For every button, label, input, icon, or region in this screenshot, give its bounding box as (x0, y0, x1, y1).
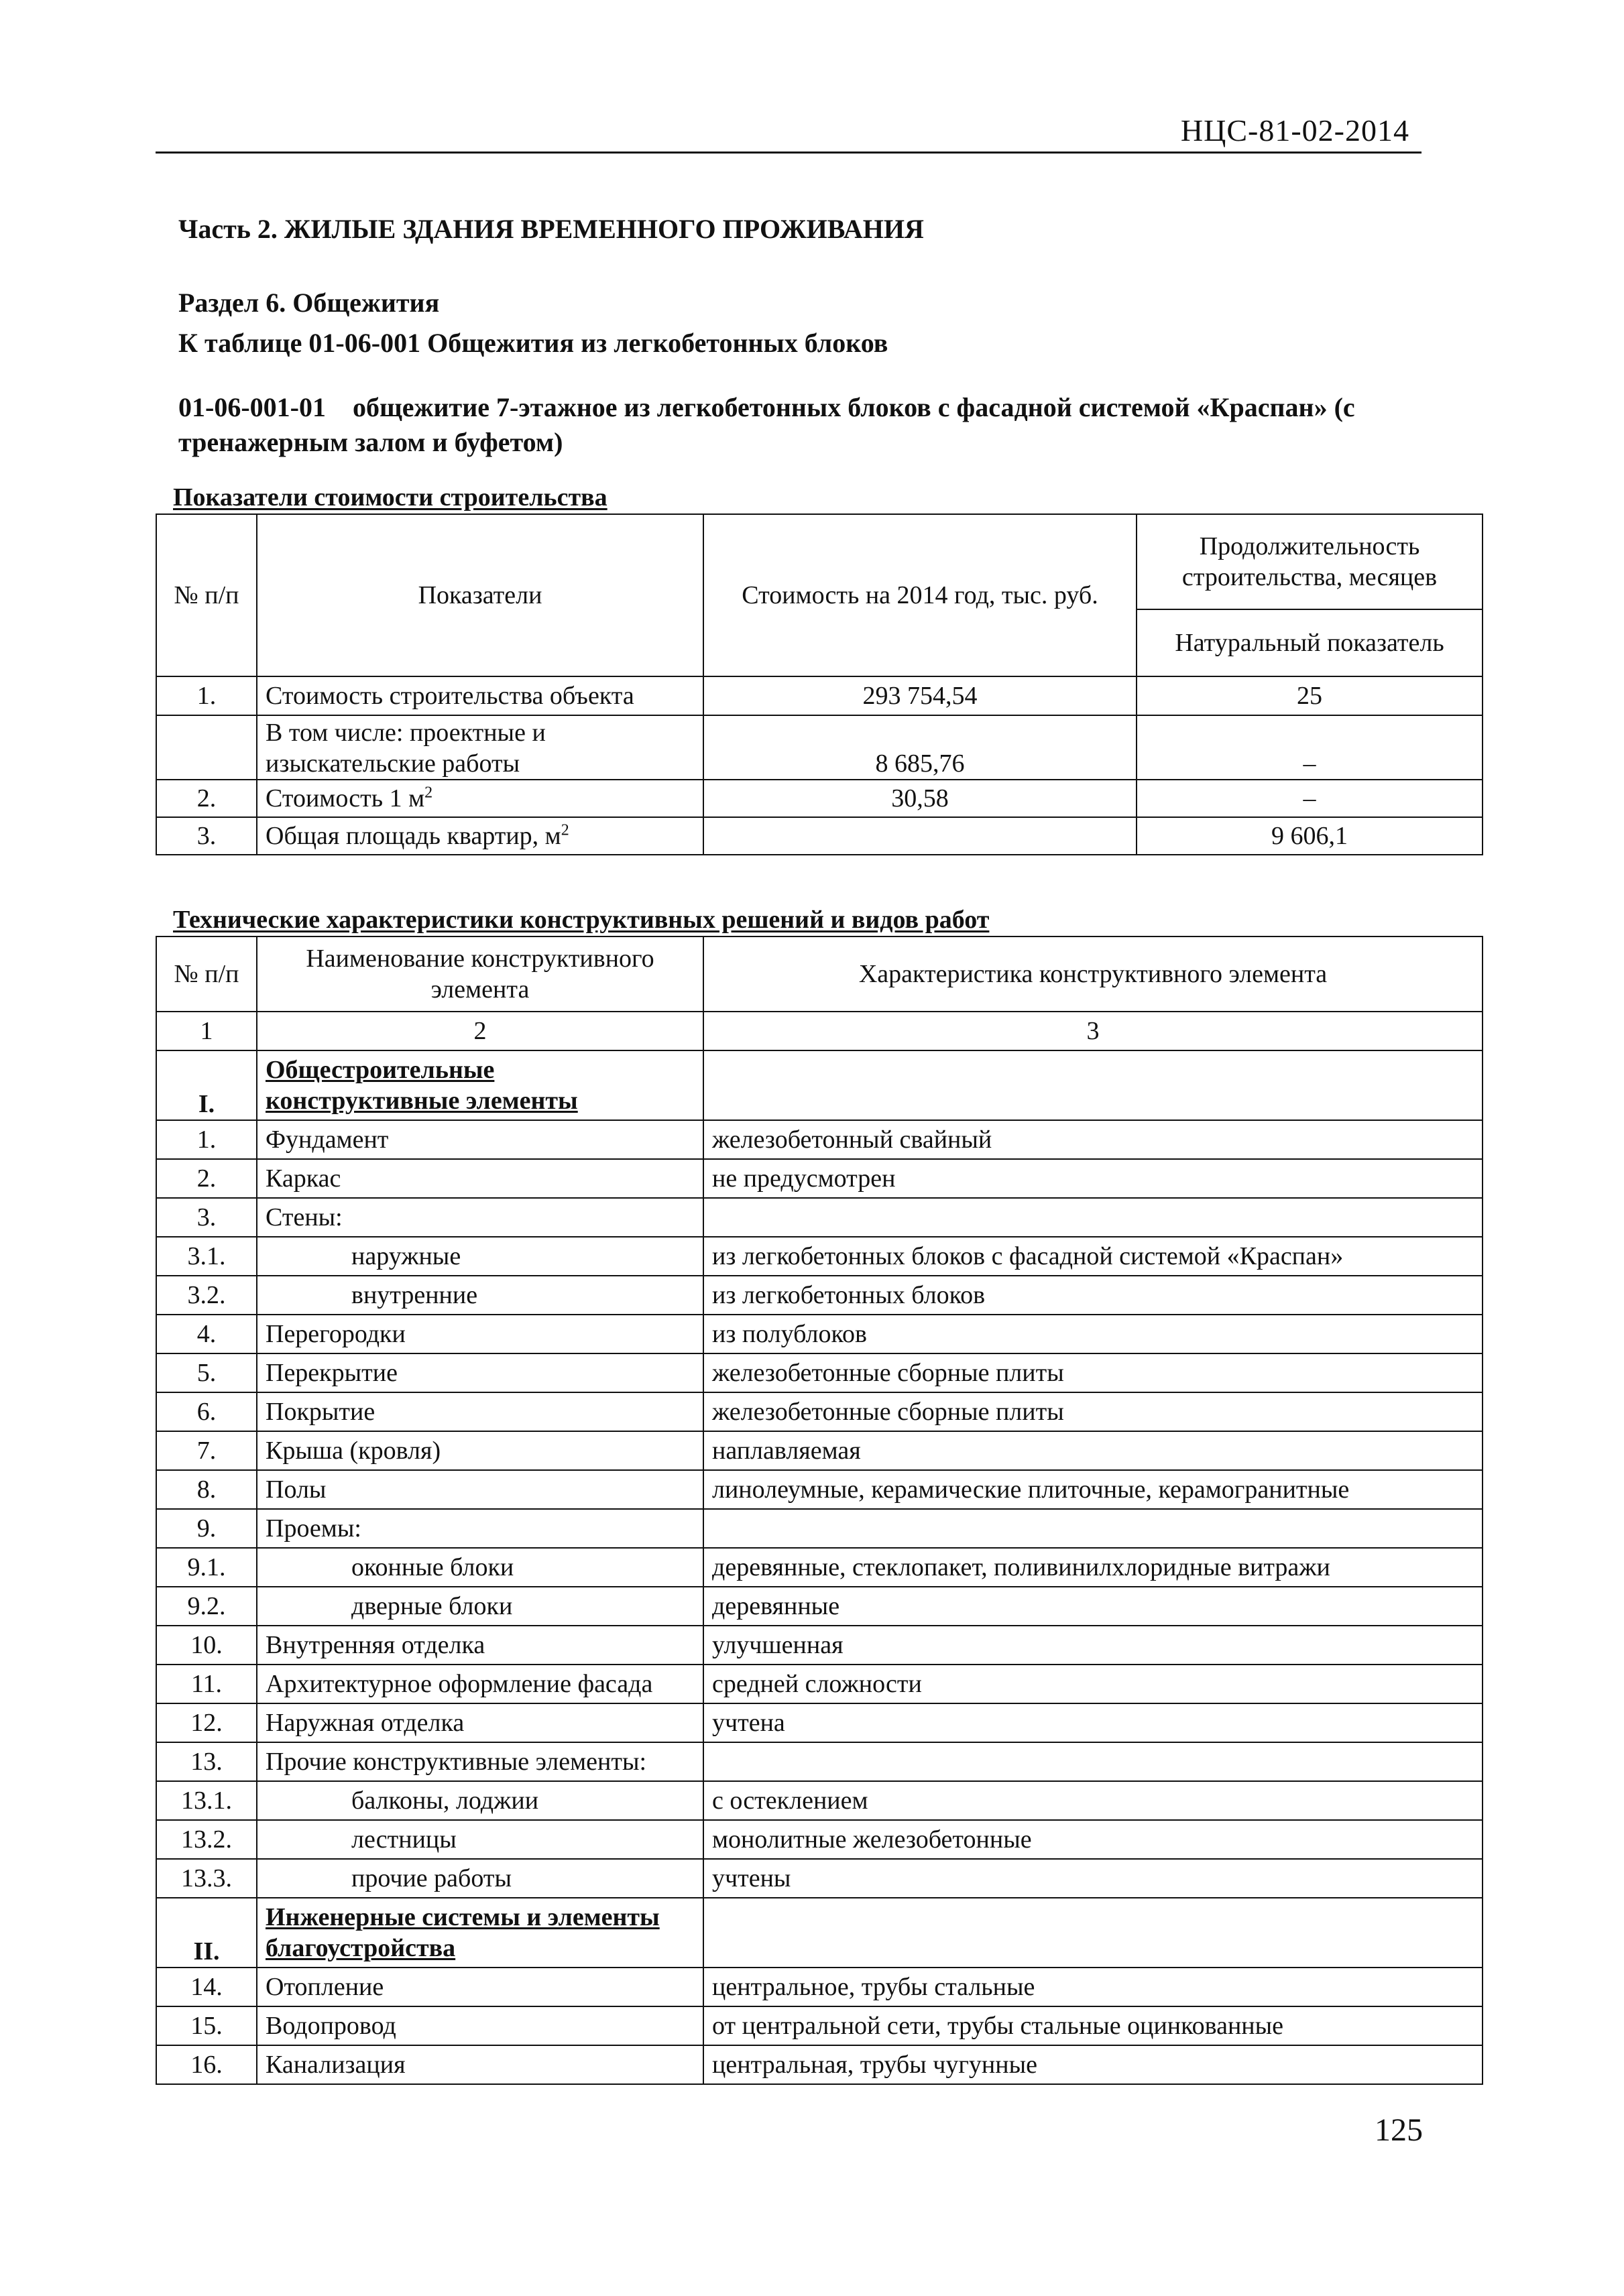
table-row (156, 1820, 1483, 1859)
element-name: Стены: (257, 1198, 703, 1237)
row-num: II. (156, 1898, 257, 1968)
item-description: общежитие 7-этажное из легкобетонных блоков с фасадной системой «Краспан» (с тренажерным залом и буфетом) (178, 392, 1355, 457)
cost-row-cost: 8 685,76 (703, 715, 1137, 780)
table-row (156, 2006, 1483, 2045)
table-row (156, 1353, 1483, 1392)
element-name: наружные (257, 1237, 703, 1276)
element-name: дверные блоки (257, 1587, 703, 1626)
element-name: Водопровод (257, 2006, 703, 2045)
row-num: 13.1. (156, 1781, 257, 1820)
row-num: 6. (156, 1392, 257, 1431)
header-num: № п/п (156, 514, 257, 676)
element-name: Каркас (257, 1159, 703, 1198)
cost-row-value: – (1137, 780, 1483, 817)
item-code: 01-06-001-01 (178, 392, 326, 422)
cost-row-cost: 293 754,54 (703, 676, 1137, 715)
element-characteristic: линолеумные, керамические плиточные, керамогранитные (703, 1470, 1483, 1509)
row-num: 9.1. (156, 1548, 257, 1587)
column-number: 1 (156, 1012, 257, 1050)
superscript: 2 (561, 821, 569, 839)
row-num: 3.2. (156, 1276, 257, 1315)
table-row (156, 1431, 1483, 1470)
cost-table-caption: Показатели стоимости строительства (173, 483, 607, 511)
column-number: 2 (257, 1012, 703, 1050)
cost-row-name (257, 817, 703, 855)
row-num: 13.2. (156, 1820, 257, 1859)
row-num: 10. (156, 1626, 257, 1665)
section-row (156, 1898, 1483, 1968)
element-name: прочие работы (257, 1859, 703, 1898)
element-characteristic (703, 1509, 1483, 1548)
row-num: 8. (156, 1470, 257, 1509)
cost-row-name-text: Общая площадь квартир, м (266, 822, 561, 850)
page-number: 125 (1375, 2112, 1423, 2148)
row-num: 9. (156, 1509, 257, 1548)
header-duration: Продолжительность строительства, месяцев (1137, 514, 1483, 609)
element-characteristic: из легкобетонных блоков (703, 1276, 1483, 1315)
table-row (156, 1703, 1483, 1742)
table-row (156, 1509, 1483, 1548)
tech-header-char: Характеристика конструктивного элемента (703, 936, 1483, 1012)
element-name: Проемы: (257, 1509, 703, 1548)
cost-row-name (257, 780, 703, 817)
table-row (156, 1742, 1483, 1781)
section-row (156, 1050, 1483, 1120)
element-characteristic (703, 1898, 1483, 1968)
cost-row-num: 3. (156, 817, 257, 855)
row-num: 4. (156, 1315, 257, 1353)
element-name: Наружная отделка (257, 1703, 703, 1742)
element-characteristic: из полублоков (703, 1315, 1483, 1353)
table-row (156, 1120, 1483, 1159)
cost-row-name: В том числе: проектные и изыскательские работы (257, 715, 703, 780)
element-characteristic: учтены (703, 1859, 1483, 1898)
element-characteristic: центральная, трубы чугунные (703, 2045, 1483, 2084)
table-row (156, 1237, 1483, 1276)
table-row (156, 1276, 1483, 1315)
cost-row-num: 2. (156, 780, 257, 817)
element-characteristic: с остеклением (703, 1781, 1483, 1820)
cost-row-value: – (1137, 715, 1483, 780)
element-characteristic: от центральной сети, трубы стальные оцинкованные (703, 2006, 1483, 2045)
tech-header-name: Наименование конструктивного элемента (257, 936, 703, 1012)
cost-row-cost (703, 817, 1137, 855)
row-num: 9.2. (156, 1587, 257, 1626)
element-name: Полы (257, 1470, 703, 1509)
element-characteristic: железобетонный свайный (703, 1120, 1483, 1159)
table-row (156, 1665, 1483, 1703)
element-characteristic: железобетонные сборные плиты (703, 1392, 1483, 1431)
table-row (156, 1781, 1483, 1820)
element-characteristic: наплавляемая (703, 1431, 1483, 1470)
row-num: 3. (156, 1198, 257, 1237)
row-num: 2. (156, 1159, 257, 1198)
element-characteristic: железобетонные сборные плиты (703, 1353, 1483, 1392)
row-num: 3.1. (156, 1237, 257, 1276)
element-characteristic: не предусмотрен (703, 1159, 1483, 1198)
row-num: 13. (156, 1742, 257, 1781)
header-cost: Стоимость на 2014 год, тыс. руб. (703, 514, 1137, 676)
element-name: Архитектурное оформление фасада (257, 1665, 703, 1703)
row-num: 11. (156, 1665, 257, 1703)
row-num: 14. (156, 1968, 257, 2006)
element-characteristic: улучшенная (703, 1626, 1483, 1665)
element-name: Инженерные системы и элементы благоустройства (257, 1898, 703, 1968)
element-name: оконные блоки (257, 1548, 703, 1587)
element-characteristic: средней сложности (703, 1665, 1483, 1703)
element-name: Канализация (257, 2045, 703, 2084)
row-num: 16. (156, 2045, 257, 2084)
document-code: НЦС-81-02-2014 (1180, 113, 1409, 147)
element-name: Прочие конструктивные элементы: (257, 1742, 703, 1781)
table-row (156, 1587, 1483, 1626)
table-row (156, 1470, 1483, 1509)
element-name: балконы, лоджии (257, 1781, 703, 1820)
header-natural: Натуральный показатель (1137, 609, 1483, 676)
element-characteristic: из легкобетонных блоков с фасадной системой «Краспан» (703, 1237, 1483, 1276)
cost-row-name: Стоимость строительства объекта (257, 676, 703, 715)
cost-row-cost: 30,58 (703, 780, 1137, 817)
superscript: 2 (424, 784, 433, 802)
row-num: 13.3. (156, 1859, 257, 1898)
table-reference: К таблице 01-06-001 Общежития из легкобетонных блоков (178, 328, 888, 358)
row-num: 1. (156, 1120, 257, 1159)
element-characteristic: монолитные железобетонные (703, 1820, 1483, 1859)
element-characteristic: деревянные (703, 1587, 1483, 1626)
cost-table (156, 513, 1483, 855)
row-num: 12. (156, 1703, 257, 1742)
table-row (156, 1315, 1483, 1353)
element-name: внутренние (257, 1276, 703, 1315)
row-num: 15. (156, 2006, 257, 2045)
cost-row-name-text: Стоимость 1 м (266, 784, 425, 812)
element-name: Перегородки (257, 1315, 703, 1353)
table-row (156, 1198, 1483, 1237)
header-rule (156, 152, 1422, 154)
row-num: 5. (156, 1353, 257, 1392)
cost-row-num: 1. (156, 676, 257, 715)
element-name: Внутренняя отделка (257, 1626, 703, 1665)
table-row (156, 1626, 1483, 1665)
cost-row-value: 25 (1137, 676, 1483, 715)
table-row (156, 1859, 1483, 1898)
element-name: Отопление (257, 1968, 703, 2006)
element-name: Крыша (кровля) (257, 1431, 703, 1470)
table-row (156, 1392, 1483, 1431)
element-characteristic: центральное, трубы стальные (703, 1968, 1483, 2006)
table-row (156, 1968, 1483, 2006)
element-characteristic (703, 1050, 1483, 1120)
row-num: 7. (156, 1431, 257, 1470)
column-number: 3 (703, 1012, 1483, 1050)
table-row (156, 1548, 1483, 1587)
cost-row-value: 9 606,1 (1137, 817, 1483, 855)
element-name: Общестроительные конструктивные элементы (257, 1050, 703, 1120)
element-name: Покрытие (257, 1392, 703, 1431)
cost-row-num (156, 715, 257, 780)
item-heading (178, 390, 1468, 460)
element-characteristic: деревянные, стеклопакет, поливинилхлоридные витражи (703, 1548, 1483, 1587)
section-title: Раздел 6. Общежития (178, 288, 440, 318)
tech-table (156, 936, 1483, 2085)
tech-table-body (156, 1050, 1483, 2084)
table-row (156, 1159, 1483, 1198)
table-row (156, 2045, 1483, 2084)
element-characteristic: учтена (703, 1703, 1483, 1742)
part-title: Часть 2. ЖИЛЫЕ ЗДАНИЯ ВРЕМЕННОГО ПРОЖИВАНИЯ (178, 214, 924, 244)
header-indicator: Показатели (257, 514, 703, 676)
element-name: Фундамент (257, 1120, 703, 1159)
element-characteristic (703, 1198, 1483, 1237)
tech-header-num: № п/п (156, 936, 257, 1012)
element-name: лестницы (257, 1820, 703, 1859)
tech-table-caption: Технические характеристики конструктивных решений и видов работ (173, 906, 990, 934)
element-name: Перекрытие (257, 1353, 703, 1392)
row-num: I. (156, 1050, 257, 1120)
element-characteristic (703, 1742, 1483, 1781)
